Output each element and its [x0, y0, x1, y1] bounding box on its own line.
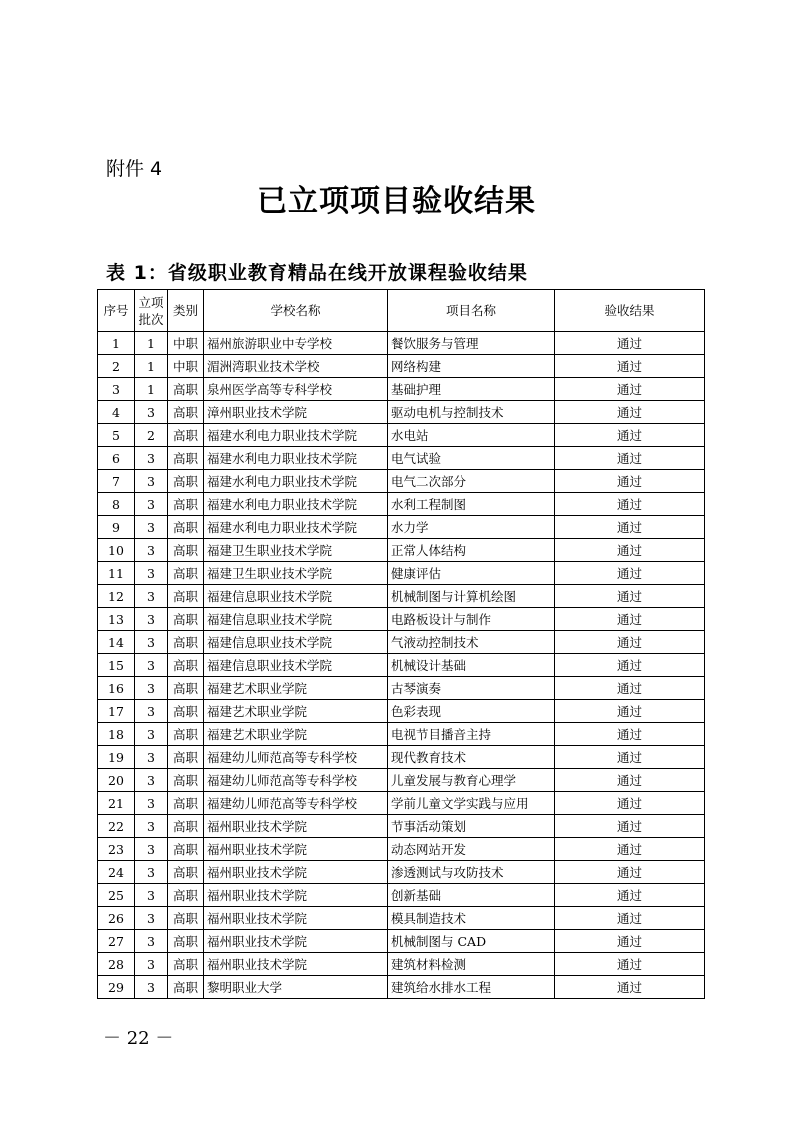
- cell-batch: 3: [135, 769, 168, 792]
- cell-result: 通过: [555, 677, 705, 700]
- cell-school: 漳州职业技术学院: [204, 401, 388, 424]
- table-row: [98, 930, 705, 953]
- cell-category: 高职: [168, 493, 204, 516]
- table-row: [98, 447, 705, 470]
- cell-school: 福建水利电力职业技术学院: [204, 447, 388, 470]
- cell-school: 福建信息职业技术学院: [204, 608, 388, 631]
- cell-result: 通过: [555, 608, 705, 631]
- cell-index: 8: [98, 493, 135, 516]
- cell-result: 通过: [555, 631, 705, 654]
- cell-batch: 3: [135, 723, 168, 746]
- table-row: [98, 907, 705, 930]
- cell-index: 18: [98, 723, 135, 746]
- cell-result: 通过: [555, 355, 705, 378]
- cell-result: 通过: [555, 861, 705, 884]
- cell-batch: 3: [135, 562, 168, 585]
- header-project: 项目名称: [388, 290, 555, 332]
- cell-batch: 3: [135, 700, 168, 723]
- cell-batch: 3: [135, 677, 168, 700]
- cell-batch: 3: [135, 631, 168, 654]
- results-table: [97, 289, 705, 999]
- cell-batch: 3: [135, 838, 168, 861]
- cell-school: 泉州医学高等专科学校: [204, 378, 388, 401]
- header-result: 验收结果: [555, 290, 705, 332]
- table-body: [98, 332, 705, 999]
- cell-project: 节事活动策划: [388, 815, 555, 838]
- cell-school: 福建水利电力职业技术学院: [204, 516, 388, 539]
- cell-category: 高职: [168, 884, 204, 907]
- cell-result: 通过: [555, 700, 705, 723]
- cell-category: 高职: [168, 976, 204, 999]
- table-row: [98, 378, 705, 401]
- cell-school: 福州职业技术学院: [204, 815, 388, 838]
- cell-category: 中职: [168, 332, 204, 355]
- table-row: [98, 838, 705, 861]
- cell-project: 水电站: [388, 424, 555, 447]
- table-row: [98, 401, 705, 424]
- cell-school: 福建艺术职业学院: [204, 677, 388, 700]
- cell-batch: 3: [135, 401, 168, 424]
- cell-batch: 3: [135, 654, 168, 677]
- cell-project: 基础护理: [388, 378, 555, 401]
- cell-category: 高职: [168, 654, 204, 677]
- cell-index: 10: [98, 539, 135, 562]
- cell-project: 模具制造技术: [388, 907, 555, 930]
- cell-school: 福州旅游职业中专学校: [204, 332, 388, 355]
- cell-index: 13: [98, 608, 135, 631]
- cell-batch: 3: [135, 976, 168, 999]
- cell-batch: 3: [135, 907, 168, 930]
- cell-project: 动态网站开发: [388, 838, 555, 861]
- cell-school: 湄洲湾职业技术学校: [204, 355, 388, 378]
- cell-result: 通过: [555, 723, 705, 746]
- table-row: [98, 424, 705, 447]
- cell-category: 高职: [168, 447, 204, 470]
- table-row: [98, 654, 705, 677]
- cell-category: 高职: [168, 516, 204, 539]
- cell-index: 19: [98, 746, 135, 769]
- cell-project: 正常人体结构: [388, 539, 555, 562]
- cell-index: 21: [98, 792, 135, 815]
- table-row: [98, 585, 705, 608]
- cell-school: 福建幼儿师范高等专科学校: [204, 769, 388, 792]
- cell-school: 福建卫生职业技术学院: [204, 539, 388, 562]
- cell-index: 24: [98, 861, 135, 884]
- cell-index: 28: [98, 953, 135, 976]
- cell-project: 网络构建: [388, 355, 555, 378]
- cell-batch: 1: [135, 332, 168, 355]
- cell-category: 高职: [168, 746, 204, 769]
- header-batch: [135, 290, 168, 332]
- cell-project: 机械制图与 CAD: [388, 930, 555, 953]
- cell-category: 高职: [168, 539, 204, 562]
- table-row: [98, 355, 705, 378]
- cell-result: 通过: [555, 539, 705, 562]
- cell-school: 福建艺术职业学院: [204, 700, 388, 723]
- cell-category: 高职: [168, 631, 204, 654]
- cell-index: 26: [98, 907, 135, 930]
- cell-school: 福州职业技术学院: [204, 930, 388, 953]
- cell-result: 通过: [555, 424, 705, 447]
- cell-project: 气液动控制技术: [388, 631, 555, 654]
- table-row: [98, 677, 705, 700]
- cell-school: 福州职业技术学院: [204, 884, 388, 907]
- cell-project: 电气试验: [388, 447, 555, 470]
- cell-index: 27: [98, 930, 135, 953]
- cell-batch: 1: [135, 355, 168, 378]
- cell-index: 15: [98, 654, 135, 677]
- cell-batch: 3: [135, 493, 168, 516]
- cell-batch: 3: [135, 884, 168, 907]
- cell-batch: 3: [135, 608, 168, 631]
- table-header-row: [98, 290, 705, 332]
- cell-batch: 3: [135, 953, 168, 976]
- cell-result: 通过: [555, 930, 705, 953]
- cell-batch: 3: [135, 539, 168, 562]
- cell-school: 福建水利电力职业技术学院: [204, 424, 388, 447]
- cell-index: 1: [98, 332, 135, 355]
- cell-school: 黎明职业大学: [204, 976, 388, 999]
- cell-category: 高职: [168, 861, 204, 884]
- cell-project: 机械制图与计算机绘图: [388, 585, 555, 608]
- cell-result: 通过: [555, 378, 705, 401]
- cell-result: 通过: [555, 815, 705, 838]
- cell-category: 高职: [168, 838, 204, 861]
- cell-category: 高职: [168, 401, 204, 424]
- cell-category: 高职: [168, 723, 204, 746]
- table-row: [98, 332, 705, 355]
- cell-result: 通过: [555, 332, 705, 355]
- table-row: [98, 953, 705, 976]
- table-row: [98, 700, 705, 723]
- header-batch-line1: 立项: [138, 294, 164, 310]
- cell-project: 色彩表现: [388, 700, 555, 723]
- cell-index: 9: [98, 516, 135, 539]
- table-row: [98, 608, 705, 631]
- cell-project: 学前儿童文学实践与应用: [388, 792, 555, 815]
- cell-index: 17: [98, 700, 135, 723]
- cell-school: 福建信息职业技术学院: [204, 585, 388, 608]
- cell-school: 福州职业技术学院: [204, 953, 388, 976]
- cell-result: 通过: [555, 769, 705, 792]
- cell-index: 25: [98, 884, 135, 907]
- cell-school: 福建水利电力职业技术学院: [204, 493, 388, 516]
- table-row: [98, 539, 705, 562]
- cell-project: 建筑给水排水工程: [388, 976, 555, 999]
- cell-index: 14: [98, 631, 135, 654]
- cell-index: 2: [98, 355, 135, 378]
- table-row: [98, 470, 705, 493]
- cell-project: 渗透测试与攻防技术: [388, 861, 555, 884]
- cell-batch: 3: [135, 585, 168, 608]
- page-number: － 22 －: [103, 1028, 174, 1049]
- cell-result: 通过: [555, 746, 705, 769]
- cell-result: 通过: [555, 585, 705, 608]
- cell-project: 餐饮服务与管理: [388, 332, 555, 355]
- cell-batch: 3: [135, 746, 168, 769]
- cell-result: 通过: [555, 470, 705, 493]
- cell-category: 高职: [168, 700, 204, 723]
- cell-school: 福建水利电力职业技术学院: [204, 470, 388, 493]
- cell-category: 高职: [168, 424, 204, 447]
- cell-category: 高职: [168, 677, 204, 700]
- cell-project: 现代教育技术: [388, 746, 555, 769]
- header-category: 类别: [168, 290, 204, 332]
- table-row: [98, 815, 705, 838]
- cell-batch: 3: [135, 516, 168, 539]
- table-row: [98, 861, 705, 884]
- cell-school: 福建幼儿师范高等专科学校: [204, 746, 388, 769]
- cell-result: 通过: [555, 976, 705, 999]
- header-index: 序号: [98, 290, 135, 332]
- cell-result: 通过: [555, 447, 705, 470]
- header-batch-line2: 批次: [138, 311, 164, 327]
- cell-batch: 1: [135, 378, 168, 401]
- cell-category: 高职: [168, 470, 204, 493]
- cell-project: 驱动电机与控制技术: [388, 401, 555, 424]
- cell-index: 11: [98, 562, 135, 585]
- cell-category: 高职: [168, 378, 204, 401]
- cell-result: 通过: [555, 516, 705, 539]
- cell-project: 古琴演奏: [388, 677, 555, 700]
- page-title: 已立项项目验收结果: [257, 184, 536, 219]
- cell-result: 通过: [555, 654, 705, 677]
- cell-school: 福州职业技术学院: [204, 861, 388, 884]
- cell-school: 福建信息职业技术学院: [204, 631, 388, 654]
- cell-result: 通过: [555, 792, 705, 815]
- cell-project: 电路板设计与制作: [388, 608, 555, 631]
- table-row: [98, 723, 705, 746]
- cell-category: 高职: [168, 562, 204, 585]
- cell-result: 通过: [555, 953, 705, 976]
- cell-school: 福州职业技术学院: [204, 907, 388, 930]
- cell-index: 4: [98, 401, 135, 424]
- cell-result: 通过: [555, 907, 705, 930]
- cell-school: 福建艺术职业学院: [204, 723, 388, 746]
- cell-category: 高职: [168, 815, 204, 838]
- cell-project: 建筑材料检测: [388, 953, 555, 976]
- cell-index: 20: [98, 769, 135, 792]
- attachment-label: 附件 4: [106, 158, 163, 180]
- cell-batch: 3: [135, 792, 168, 815]
- cell-batch: 2: [135, 424, 168, 447]
- cell-project: 水利工程制图: [388, 493, 555, 516]
- cell-project: 健康评估: [388, 562, 555, 585]
- cell-project: 电视节目播音主持: [388, 723, 555, 746]
- cell-index: 22: [98, 815, 135, 838]
- cell-project: 机械设计基础: [388, 654, 555, 677]
- cell-batch: 3: [135, 815, 168, 838]
- cell-index: 29: [98, 976, 135, 999]
- cell-category: 高职: [168, 930, 204, 953]
- cell-project: 创新基础: [388, 884, 555, 907]
- cell-category: 高职: [168, 585, 204, 608]
- cell-index: 23: [98, 838, 135, 861]
- cell-index: 7: [98, 470, 135, 493]
- cell-school: 福州职业技术学院: [204, 838, 388, 861]
- table-row: [98, 769, 705, 792]
- cell-batch: 3: [135, 930, 168, 953]
- cell-category: 高职: [168, 608, 204, 631]
- table-row: [98, 493, 705, 516]
- cell-index: 6: [98, 447, 135, 470]
- table-row: [98, 884, 705, 907]
- cell-index: 3: [98, 378, 135, 401]
- table-title: 表 1：省级职业教育精品在线开放课程验收结果: [106, 262, 528, 284]
- table-row: [98, 631, 705, 654]
- table-row: [98, 516, 705, 539]
- cell-category: 高职: [168, 769, 204, 792]
- cell-category: 高职: [168, 953, 204, 976]
- cell-category: 中职: [168, 355, 204, 378]
- table-row: [98, 562, 705, 585]
- table-row: [98, 746, 705, 769]
- cell-category: 高职: [168, 792, 204, 815]
- cell-result: 通过: [555, 401, 705, 424]
- table-row: [98, 976, 705, 999]
- cell-school: 福建信息职业技术学院: [204, 654, 388, 677]
- cell-index: 5: [98, 424, 135, 447]
- cell-school: 福建卫生职业技术学院: [204, 562, 388, 585]
- cell-school: 福建幼儿师范高等专科学校: [204, 792, 388, 815]
- cell-batch: 3: [135, 861, 168, 884]
- cell-category: 高职: [168, 907, 204, 930]
- cell-batch: 3: [135, 470, 168, 493]
- cell-index: 12: [98, 585, 135, 608]
- cell-result: 通过: [555, 884, 705, 907]
- cell-result: 通过: [555, 493, 705, 516]
- cell-index: 16: [98, 677, 135, 700]
- cell-project: 电气二次部分: [388, 470, 555, 493]
- header-school: 学校名称: [204, 290, 388, 332]
- cell-result: 通过: [555, 838, 705, 861]
- cell-result: 通过: [555, 562, 705, 585]
- cell-batch: 3: [135, 447, 168, 470]
- cell-project: 水力学: [388, 516, 555, 539]
- cell-project: 儿童发展与教育心理学: [388, 769, 555, 792]
- table-row: [98, 792, 705, 815]
